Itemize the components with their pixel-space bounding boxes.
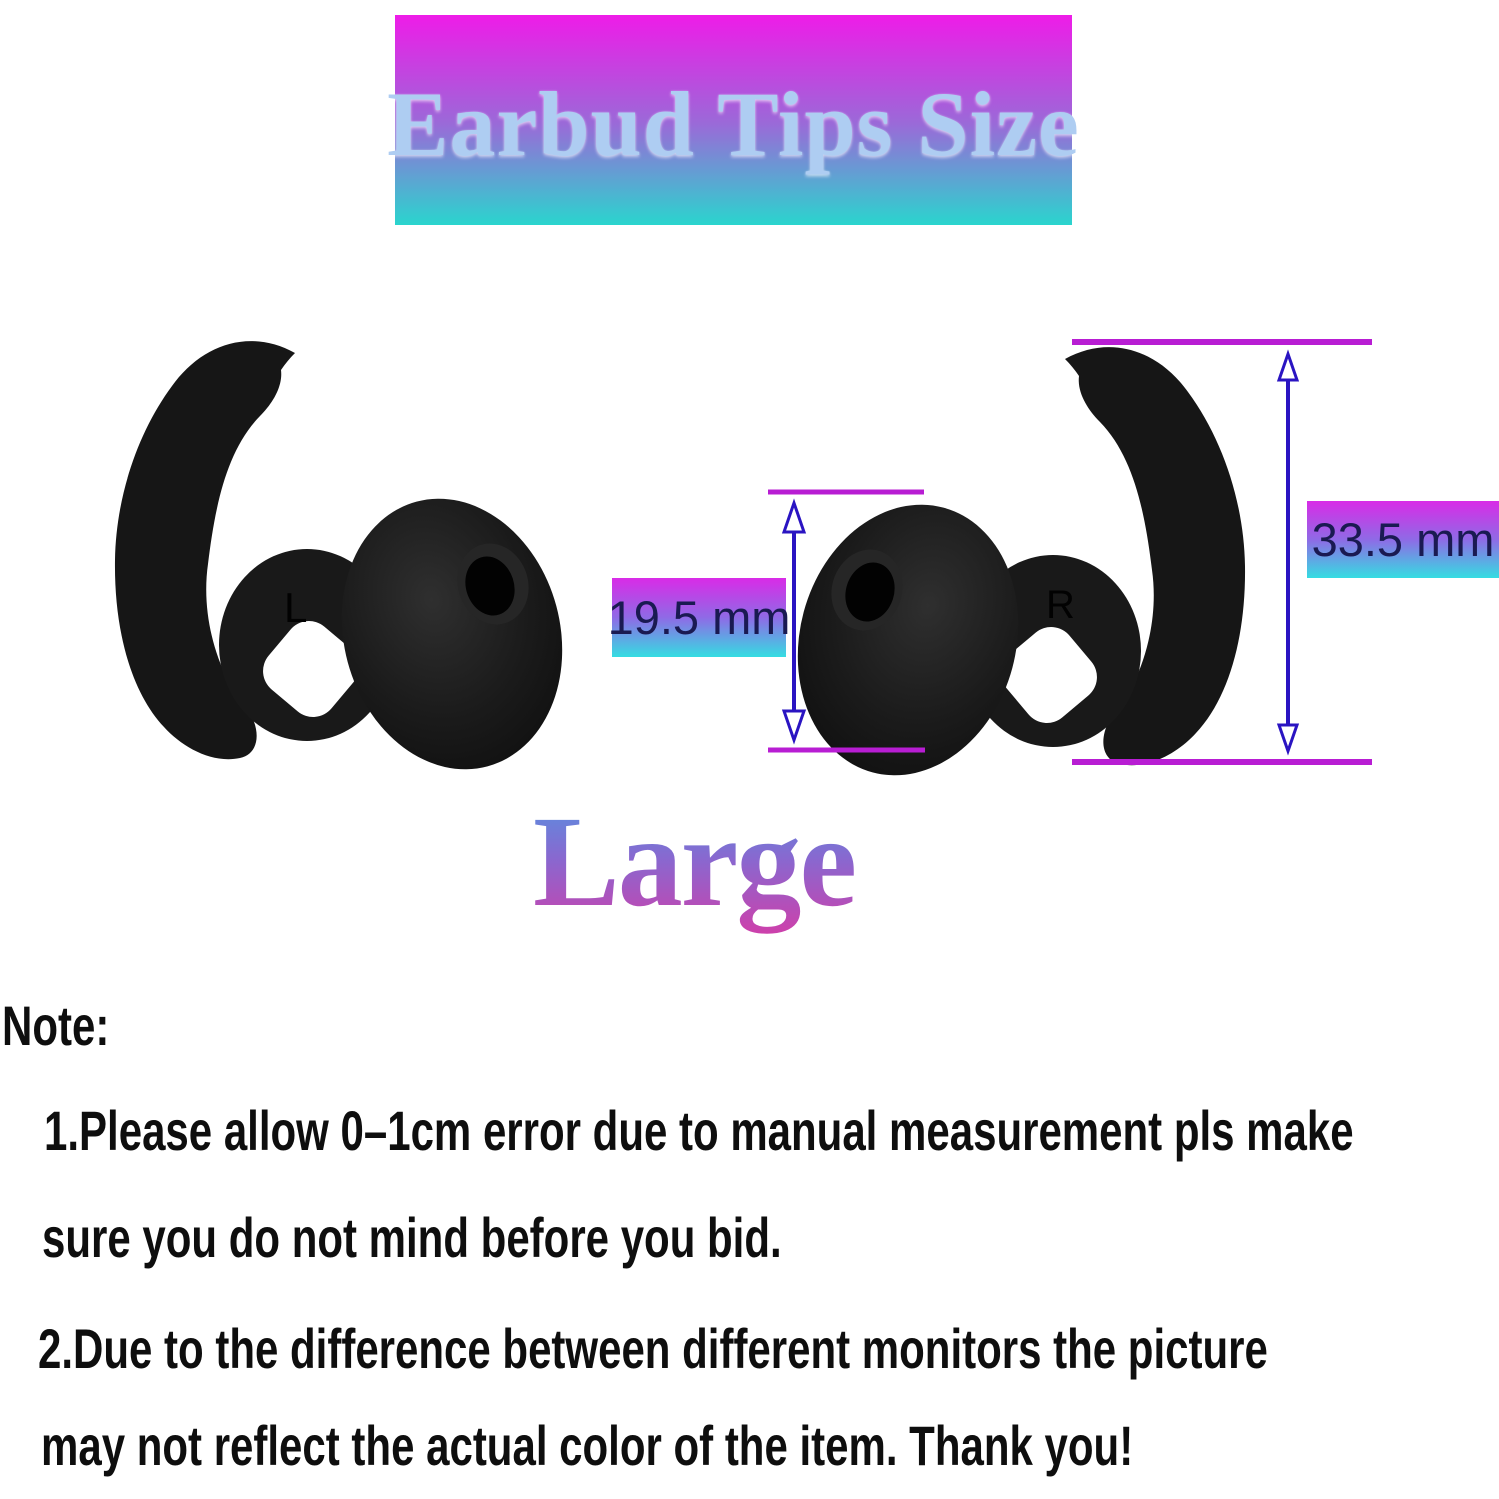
arrowhead-down-icon [1279,725,1297,751]
note-line-4: may not reflect the actual color of the item. Thank you! [41,1414,1134,1477]
arrowhead-down-icon [784,711,804,740]
total-height-label: 33.5 mm [1307,501,1499,578]
note-line-1: 1.Please allow 0–1cm error due to manual measurement pls make [44,1099,1354,1162]
page-title: Earbud Tips Size [387,73,1080,175]
size-name-label: Large [533,788,855,938]
left-earbud-illustration [115,341,592,794]
arrowhead-up-icon [784,503,804,532]
right-marking-text: R [1046,583,1075,627]
note-line-2: sure you do not mind before you bid. [42,1206,782,1269]
note-line-3: 2.Due to the difference between different monitors the picture [38,1317,1268,1380]
note-heading: Note: [2,994,110,1057]
left-marking-text: L [284,584,308,631]
tip-height-label: 19.5 mm [612,578,786,657]
right-earbud-illustration [768,347,1245,800]
arrowhead-up-icon [1279,354,1297,380]
